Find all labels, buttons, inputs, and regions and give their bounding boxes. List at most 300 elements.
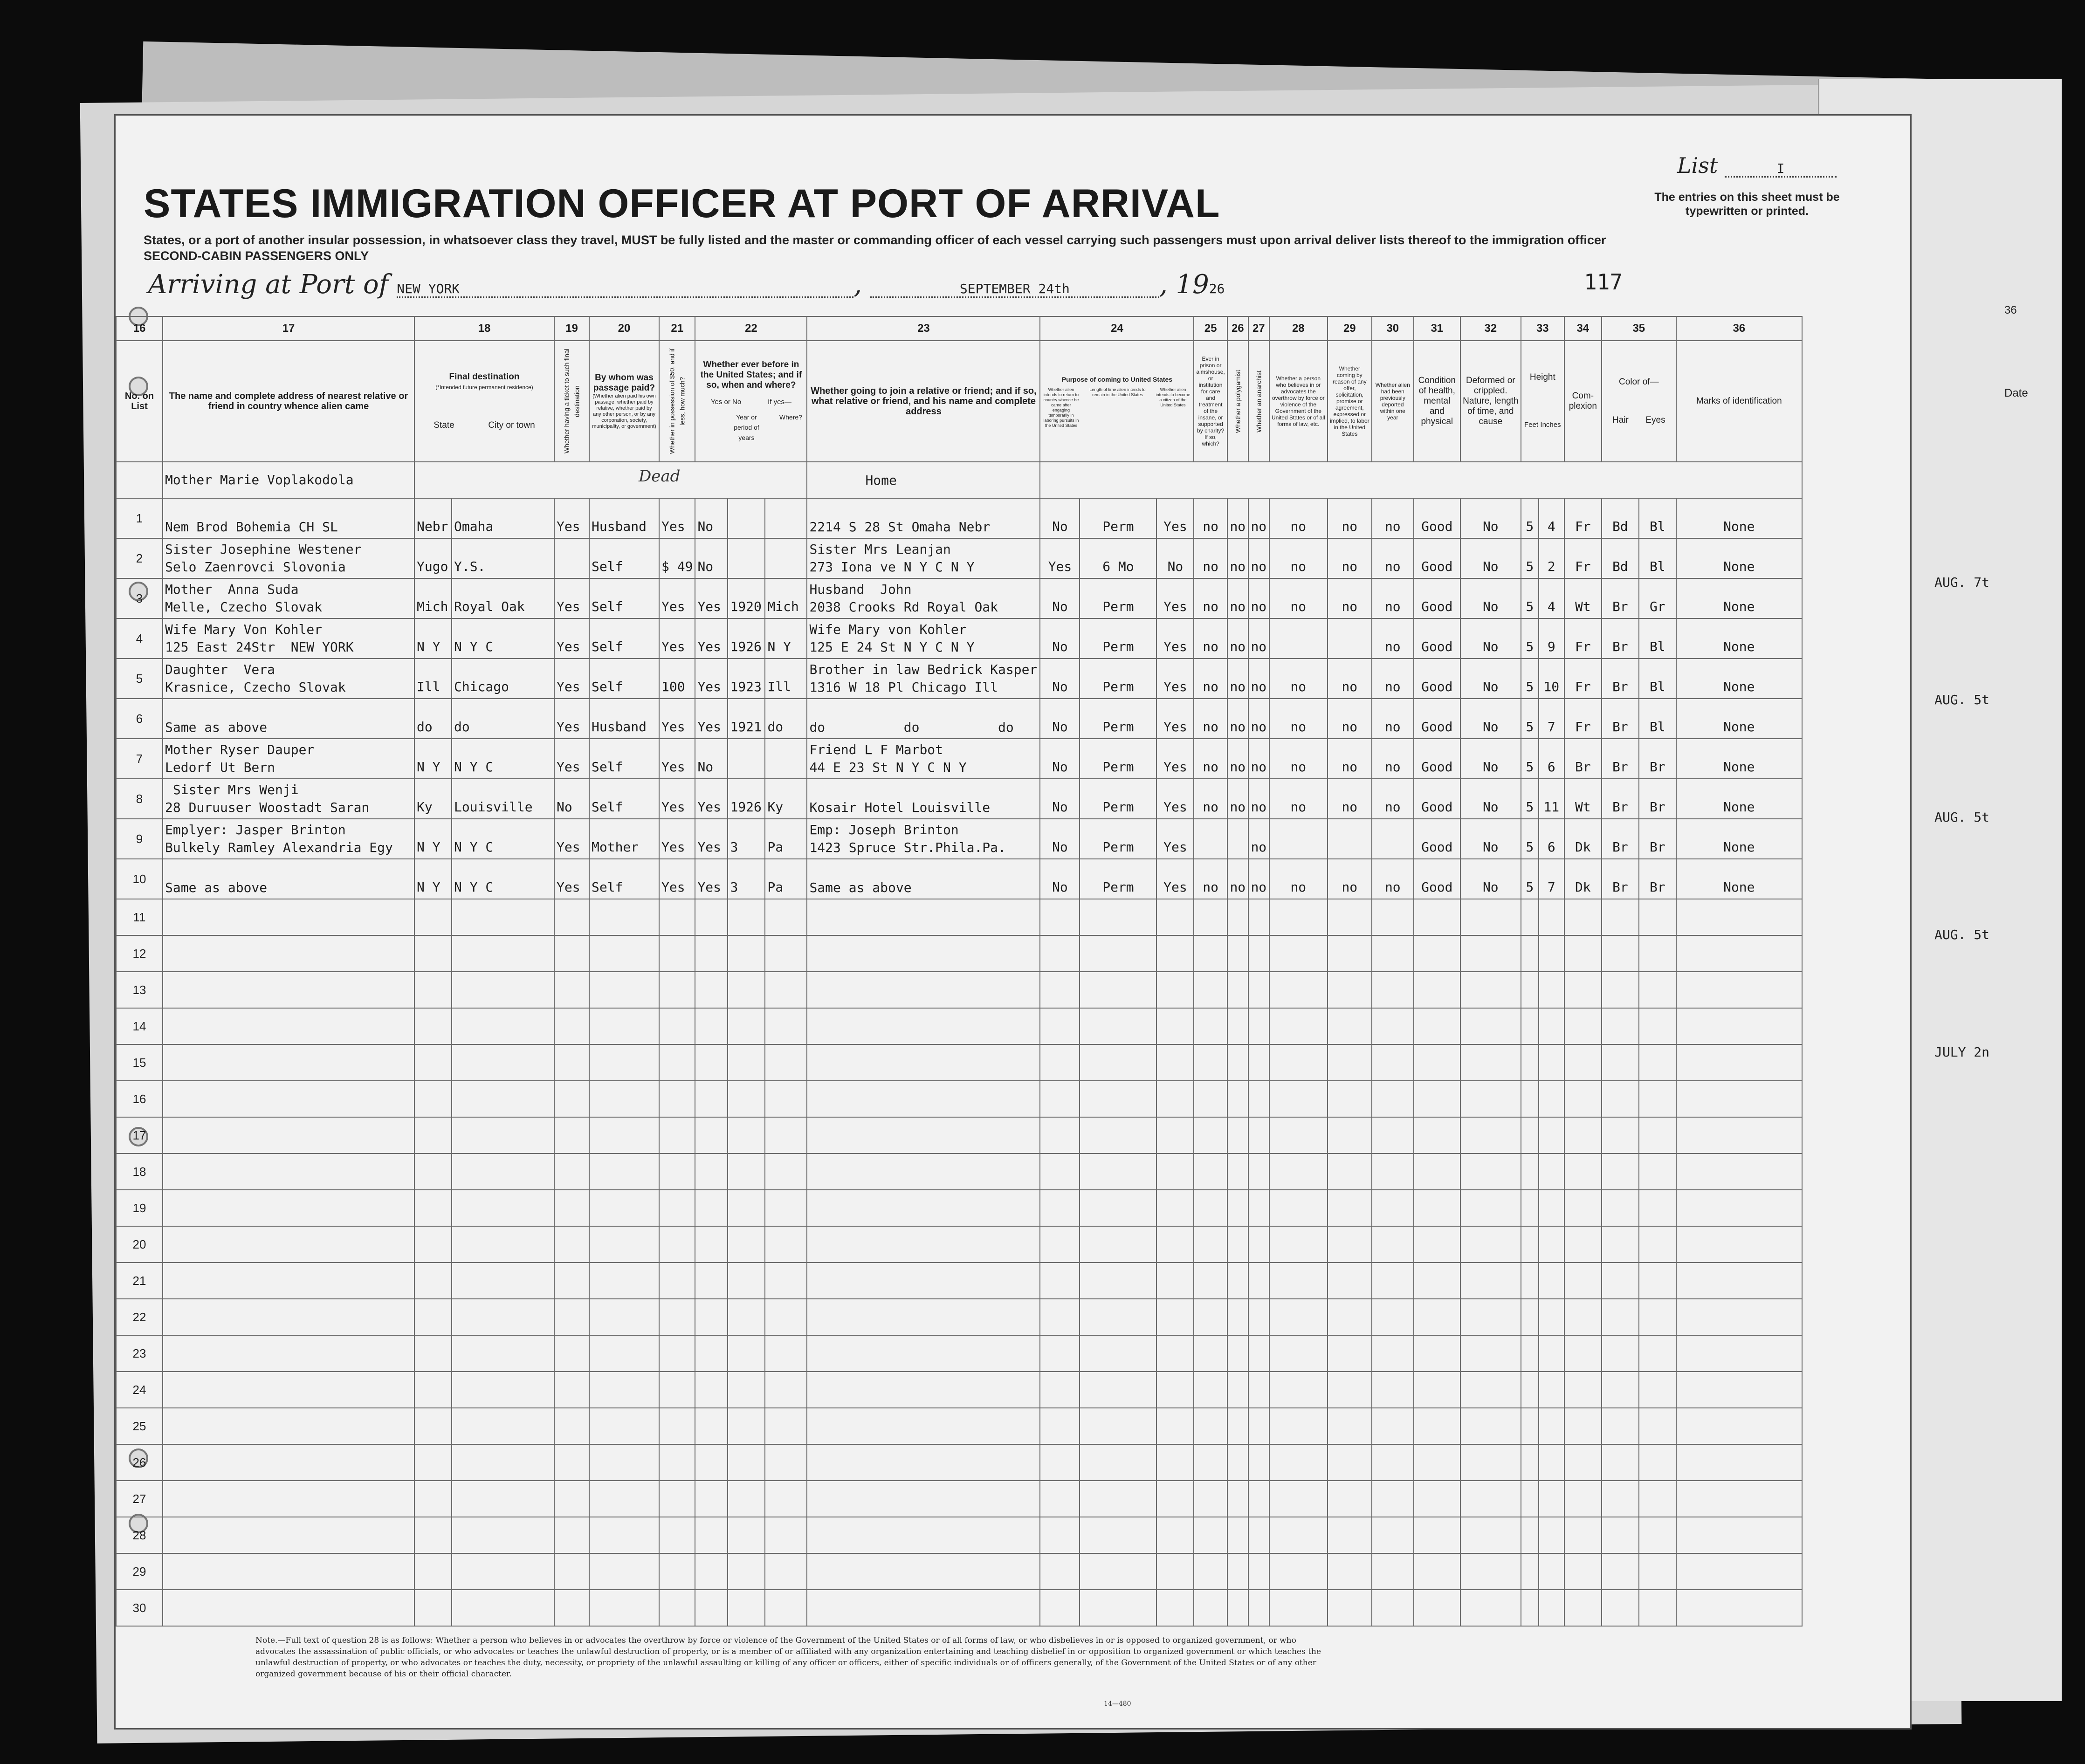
- empty-cell: [695, 1553, 728, 1590]
- height-feet: 5: [1521, 659, 1539, 699]
- polygamist: no: [1227, 779, 1248, 819]
- empty-cell: [765, 1335, 807, 1372]
- empty-cell: [1602, 1044, 1639, 1081]
- before-in-us: Yes: [695, 859, 728, 899]
- header-health: Condition of health, mental and physical: [1414, 341, 1460, 462]
- marks: None: [1676, 538, 1802, 578]
- complexion: Wt: [1564, 578, 1602, 618]
- empty-cell: [1194, 1299, 1227, 1335]
- empty-cell: [1460, 1153, 1521, 1190]
- dest-city: Royal Oak: [452, 578, 554, 618]
- header-where: Where?: [779, 413, 802, 421]
- empty-cell: [589, 1590, 659, 1626]
- height-inches: 6: [1539, 739, 1564, 779]
- empty-cell: [1248, 899, 1269, 935]
- empty-cell: [695, 1008, 728, 1044]
- intends-citizen: No: [1156, 538, 1194, 578]
- manifest-table: [116, 316, 1803, 1627]
- prison: no: [1194, 618, 1227, 659]
- empty-cell: [1372, 1553, 1414, 1590]
- empty-cell: [1564, 1263, 1602, 1299]
- year-period: [728, 739, 765, 779]
- anarchist: no: [1248, 779, 1269, 819]
- empty-cell: [1328, 1481, 1372, 1517]
- empty-cell: [1269, 1335, 1328, 1372]
- empty-cell: [1269, 1153, 1328, 1190]
- joining-relative: [807, 859, 1040, 899]
- pre-row-relative: Mother Marie Voplakodola: [163, 462, 414, 498]
- intends-citizen: Yes: [1156, 659, 1194, 699]
- header-prison: Ever in prison or almshouse, or institution for care and treatment of the insane, or supported by charity? If so, which?: [1194, 341, 1227, 462]
- complexion: Fr: [1564, 659, 1602, 699]
- empty-cell: [1460, 1481, 1521, 1517]
- empty-cell: [807, 1117, 1040, 1153]
- joining-address: Same as above: [809, 880, 912, 895]
- empty-cell: [1269, 935, 1328, 972]
- row-number: 9: [116, 819, 163, 859]
- dest-city: do: [452, 699, 554, 739]
- relative-address: Selo Zaenrovci Slovonia: [165, 559, 346, 575]
- before-in-us: No: [695, 739, 728, 779]
- empty-cell: [1269, 1299, 1328, 1335]
- empty-cell: [1040, 1481, 1080, 1517]
- empty-cell: [1639, 1335, 1676, 1372]
- empty-cell: [1460, 1299, 1521, 1335]
- col-number: 29: [1328, 316, 1372, 341]
- header-before-in-us: Whether ever before in the United States; and if so, when and where? Yes or No If yes— Year or period of years Where?: [695, 341, 807, 462]
- eye-color: Bl: [1639, 699, 1676, 739]
- joining-relative: [807, 618, 1040, 659]
- empty-cell: [414, 1044, 452, 1081]
- q28: no: [1269, 498, 1328, 538]
- empty-cell: [1194, 899, 1227, 935]
- empty-cell: [589, 1117, 659, 1153]
- empty-cell: [1227, 1481, 1248, 1517]
- row-number: 27: [116, 1481, 163, 1517]
- header-ticket: Whether having a ticket to such final destination: [554, 341, 589, 462]
- empty-cell: [1269, 1517, 1328, 1553]
- empty-cell: [1602, 1263, 1639, 1299]
- height-inches: 4: [1539, 578, 1564, 618]
- empty-cell: [659, 1226, 695, 1263]
- empty-cell: [1539, 1590, 1564, 1626]
- empty-cell: [1676, 935, 1802, 972]
- empty-cell: [1414, 1299, 1460, 1335]
- height-inches: 4: [1539, 498, 1564, 538]
- dest-city: N Y C: [452, 618, 554, 659]
- header-q29: Whether coming by reason of any offer, solicitation, promise or agreement, expressed or implied, to labor in the United States: [1328, 341, 1372, 462]
- q29: no: [1328, 739, 1372, 779]
- purpose-return: No: [1040, 699, 1080, 739]
- marks: None: [1676, 659, 1802, 699]
- before-in-us: Yes: [695, 659, 728, 699]
- prison: no: [1194, 538, 1227, 578]
- empty-cell: [1227, 1263, 1248, 1299]
- empty-cell: [1564, 1190, 1602, 1226]
- empty-cell: [659, 1553, 695, 1590]
- empty-cell: [1521, 1408, 1539, 1444]
- length-of-stay: Perm: [1080, 498, 1156, 538]
- purpose-return: No: [1040, 498, 1080, 538]
- header-year-period: Year or period of years: [734, 413, 759, 441]
- height-feet: 5: [1521, 779, 1539, 819]
- empty-cell: [414, 1299, 452, 1335]
- joining-relative: [807, 659, 1040, 699]
- empty-cell: [1564, 1008, 1602, 1044]
- empty-cell: [1414, 1190, 1460, 1226]
- empty-cell: [1372, 1408, 1414, 1444]
- deformed: No: [1460, 578, 1521, 618]
- empty-cell: [163, 1335, 414, 1372]
- q30: no: [1372, 779, 1414, 819]
- deformed: No: [1460, 618, 1521, 659]
- empty-cell: [1080, 899, 1156, 935]
- table-row: [116, 659, 1802, 699]
- complexion: Br: [1564, 739, 1602, 779]
- empty-cell: [1040, 1153, 1080, 1190]
- empty-cell: [1564, 1481, 1602, 1517]
- empty-cell: [589, 899, 659, 935]
- empty-cell: [1639, 1008, 1676, 1044]
- empty-cell: [695, 972, 728, 1008]
- empty-cell: [728, 972, 765, 1008]
- empty-cell: [1460, 1190, 1521, 1226]
- empty-cell: [1676, 1153, 1802, 1190]
- empty-cell: [589, 935, 659, 972]
- empty-cell: [1414, 1408, 1460, 1444]
- col-number: 20: [589, 316, 659, 341]
- empty-cell: [452, 1044, 554, 1081]
- empty-cell: [807, 1190, 1040, 1226]
- health: Good: [1414, 659, 1460, 699]
- ticket: No: [554, 779, 589, 819]
- anarchist: no: [1248, 819, 1269, 859]
- joining-relative: [807, 538, 1040, 578]
- header-joining-relative: Whether going to join a relative or friend; and if so, what relative or friend, and his name and complete address: [807, 341, 1040, 462]
- empty-cell: [1639, 1190, 1676, 1226]
- empty-cell: [414, 1153, 452, 1190]
- empty-cell: [807, 1299, 1040, 1335]
- empty-cell: [1040, 1263, 1080, 1299]
- empty-cell: [1080, 1190, 1156, 1226]
- empty-cell: [659, 1190, 695, 1226]
- purpose-return: No: [1040, 779, 1080, 819]
- empty-cell: [1269, 1553, 1328, 1590]
- empty-cell: [1040, 1117, 1080, 1153]
- joining-address: Kosair Hotel Louisville: [809, 800, 991, 815]
- length-of-stay: Perm: [1080, 779, 1156, 819]
- empty-cell: [163, 1408, 414, 1444]
- header-no-on-list: No. on List: [116, 341, 163, 462]
- empty-cell: [1372, 1153, 1414, 1190]
- relative-address: Same as above: [165, 880, 268, 895]
- empty-cell: [1564, 1553, 1602, 1590]
- empty-cell: [1080, 1299, 1156, 1335]
- empty-cell: [1460, 972, 1521, 1008]
- empty-cell: [728, 1153, 765, 1190]
- adjacent-dates: [1934, 485, 1989, 1111]
- row-number: 26: [116, 1444, 163, 1481]
- empty-cell: [1156, 1590, 1194, 1626]
- table-row-empty: [116, 1553, 1802, 1590]
- empty-cell: [1676, 1263, 1802, 1299]
- joining-name: Husband John: [809, 582, 912, 597]
- adjacent-date-label: Date: [2004, 387, 2028, 399]
- hair-color: Br: [1602, 739, 1639, 779]
- dest-state: N Y: [414, 739, 452, 779]
- empty-cell: [1328, 1372, 1372, 1408]
- empty-cell: [728, 1481, 765, 1517]
- deformed: No: [1460, 538, 1521, 578]
- where: Pa: [765, 859, 807, 899]
- empty-cell: [554, 1444, 589, 1481]
- joining-address: 44 E 23 St N Y C N Y: [809, 760, 967, 775]
- nearest-relative: [163, 659, 414, 699]
- empty-cell: [554, 1044, 589, 1081]
- empty-cell: [1414, 1008, 1460, 1044]
- deformed: No: [1460, 739, 1521, 779]
- height-feet: 5: [1521, 618, 1539, 659]
- empty-cell: [163, 1444, 414, 1481]
- sheet-number: 117: [1584, 269, 1623, 295]
- empty-cell: [1639, 1481, 1676, 1517]
- empty-cell: [1080, 1335, 1156, 1372]
- empty-cell: [807, 1081, 1040, 1117]
- before-in-us: Yes: [695, 699, 728, 739]
- empty-cell: [163, 935, 414, 972]
- where: [765, 498, 807, 538]
- empty-cell: [659, 1444, 695, 1481]
- height-feet: 5: [1521, 578, 1539, 618]
- empty-cell: [1521, 972, 1539, 1008]
- ticket: Yes: [554, 578, 589, 618]
- empty-cell: [163, 899, 414, 935]
- dest-state: N Y: [414, 618, 452, 659]
- q28: [1269, 618, 1328, 659]
- height-feet: 5: [1521, 859, 1539, 899]
- empty-cell: [1269, 1444, 1328, 1481]
- empty-cell: [1328, 1117, 1372, 1153]
- intends-citizen: Yes: [1156, 819, 1194, 859]
- empty-cell: [589, 1226, 659, 1263]
- empty-cell: [554, 1553, 589, 1590]
- empty-cell: [1521, 1444, 1539, 1481]
- empty-cell: [554, 1190, 589, 1226]
- purpose-return: No: [1040, 819, 1080, 859]
- empty-cell: [1248, 972, 1269, 1008]
- empty-cell: [1194, 1081, 1227, 1117]
- prison: no: [1194, 659, 1227, 699]
- col-number: 25: [1194, 316, 1227, 341]
- nearest-relative: [163, 859, 414, 899]
- empty-cell: [765, 1444, 807, 1481]
- empty-cell: [1040, 1553, 1080, 1590]
- empty-cell: [1194, 935, 1227, 972]
- height-inches: 9: [1539, 618, 1564, 659]
- q30: no: [1372, 859, 1414, 899]
- empty-cell: [1328, 1263, 1372, 1299]
- empty-cell: [1156, 1299, 1194, 1335]
- empty-cell: [554, 972, 589, 1008]
- deformed: No: [1460, 498, 1521, 538]
- empty-cell: [452, 1444, 554, 1481]
- deformed: No: [1460, 779, 1521, 819]
- empty-cell: [163, 1117, 414, 1153]
- complexion: Fr: [1564, 538, 1602, 578]
- marks: None: [1676, 498, 1802, 538]
- relative-name: [165, 502, 412, 520]
- pre-row-no: [116, 462, 163, 498]
- q28: no: [1269, 739, 1328, 779]
- empty-cell: [1328, 935, 1372, 972]
- empty-cell: [1194, 1444, 1227, 1481]
- row-number: 6: [116, 699, 163, 739]
- joining-relative: [807, 779, 1040, 819]
- header-color-of: Color of— Hair Eyes: [1602, 341, 1676, 462]
- empty-cell: [163, 1517, 414, 1553]
- table-row: [116, 538, 1802, 578]
- health: Good: [1414, 699, 1460, 739]
- empty-cell: [1227, 1408, 1248, 1444]
- empty-cell: [728, 1190, 765, 1226]
- empty-cell: [554, 1590, 589, 1626]
- row-number: 8: [116, 779, 163, 819]
- table-row-empty: [116, 1044, 1802, 1081]
- height-feet: 5: [1521, 538, 1539, 578]
- joining-name: Friend L F Marbot: [809, 742, 943, 757]
- empty-cell: [1269, 1044, 1328, 1081]
- empty-cell: [1521, 1226, 1539, 1263]
- empty-cell: [807, 1335, 1040, 1372]
- polygamist: no: [1227, 699, 1248, 739]
- empty-cell: [1040, 935, 1080, 972]
- polygamist: no: [1227, 498, 1248, 538]
- empty-cell: [1248, 1553, 1269, 1590]
- empty-cell: [807, 1226, 1040, 1263]
- empty-cell: [1521, 1553, 1539, 1590]
- empty-cell: [1227, 1372, 1248, 1408]
- empty-cell: [1040, 1335, 1080, 1372]
- empty-cell: [452, 1190, 554, 1226]
- col-number: 27: [1248, 316, 1269, 341]
- empty-cell: [1539, 1299, 1564, 1335]
- empty-cell: [1521, 1008, 1539, 1044]
- empty-cell: [1156, 1372, 1194, 1408]
- q29: no: [1328, 538, 1372, 578]
- anarchist: no: [1248, 578, 1269, 618]
- empty-cell: [765, 1408, 807, 1444]
- empty-cell: [1194, 1226, 1227, 1263]
- ticket: Yes: [554, 739, 589, 779]
- empty-cell: [414, 1226, 452, 1263]
- empty-cell: [1460, 935, 1521, 972]
- empty-cell: [1372, 1517, 1414, 1553]
- table-row-empty: [116, 1481, 1802, 1517]
- relative-address: 125 East 24Str NEW YORK: [165, 639, 354, 655]
- empty-cell: [1227, 899, 1248, 935]
- empty-cell: [1372, 1335, 1414, 1372]
- empty-cell: [1539, 1408, 1564, 1444]
- empty-cell: [1156, 1008, 1194, 1044]
- empty-cell: [1227, 1081, 1248, 1117]
- deformed: No: [1460, 819, 1521, 859]
- hair-color: Bd: [1602, 538, 1639, 578]
- length-of-stay: Perm: [1080, 819, 1156, 859]
- empty-cell: [1248, 1372, 1269, 1408]
- col-number: 21: [659, 316, 695, 341]
- empty-cell: [1372, 1081, 1414, 1117]
- anarchist: no: [1248, 699, 1269, 739]
- empty-cell: [589, 1335, 659, 1372]
- empty-cell: [1602, 1081, 1639, 1117]
- relative-name: Daughter Vera: [165, 662, 275, 677]
- header-q28: Whether a person who believes in or advocates the overthrow by force or violence of the Government of the United States or of all forms of law, etc.: [1269, 341, 1328, 462]
- empty-cell: [1539, 1081, 1564, 1117]
- empty-cell: [1414, 1117, 1460, 1153]
- prison: no: [1194, 779, 1227, 819]
- row-number: 22: [116, 1299, 163, 1335]
- empty-cell: [414, 1408, 452, 1444]
- col-number: 16: [116, 316, 163, 341]
- empty-cell: [1602, 1117, 1639, 1153]
- empty-cell: [163, 1190, 414, 1226]
- empty-cell: [728, 1263, 765, 1299]
- where: do: [765, 699, 807, 739]
- empty-cell: [1328, 1044, 1372, 1081]
- form-code: 14—480: [1104, 1700, 1131, 1708]
- empty-cell: [452, 1408, 554, 1444]
- empty-cell: [1156, 899, 1194, 935]
- empty-cell: [554, 1517, 589, 1553]
- row-number: 5: [116, 659, 163, 699]
- empty-cell: [1460, 1081, 1521, 1117]
- empty-cell: [1564, 935, 1602, 972]
- empty-cell: [695, 1299, 728, 1335]
- col-number: 33: [1521, 316, 1564, 341]
- pre-row-rest: [1040, 462, 1802, 498]
- empty-cell: [1248, 1335, 1269, 1372]
- empty-cell: [1156, 1481, 1194, 1517]
- deformed: No: [1460, 859, 1521, 899]
- empty-cell: [1248, 1190, 1269, 1226]
- col-number: 36: [1676, 316, 1802, 341]
- empty-cell: [1248, 1408, 1269, 1444]
- eye-color: Bl: [1639, 618, 1676, 659]
- col-number: 34: [1564, 316, 1602, 341]
- empty-cell: [807, 899, 1040, 935]
- empty-cell: [659, 1008, 695, 1044]
- empty-cell: [1564, 972, 1602, 1008]
- empty-cell: [554, 1372, 589, 1408]
- pre-row-handwriting: Dead: [639, 467, 681, 486]
- empty-cell: [1602, 1517, 1639, 1553]
- col-number: 19: [554, 316, 589, 341]
- col-number: 31: [1414, 316, 1460, 341]
- empty-cell: [414, 1444, 452, 1481]
- q30: no: [1372, 578, 1414, 618]
- empty-cell: [1227, 1008, 1248, 1044]
- empty-cell: [1602, 935, 1639, 972]
- complexion: Fr: [1564, 699, 1602, 739]
- hair-color: Br: [1602, 779, 1639, 819]
- before-in-us: Yes: [695, 618, 728, 659]
- empty-cell: [589, 1553, 659, 1590]
- dest-state: do: [414, 699, 452, 739]
- empty-cell: [695, 1408, 728, 1444]
- col-number: 32: [1460, 316, 1521, 341]
- empty-cell: [807, 1263, 1040, 1299]
- adjacent-date: AUG. 7t: [1934, 575, 1990, 590]
